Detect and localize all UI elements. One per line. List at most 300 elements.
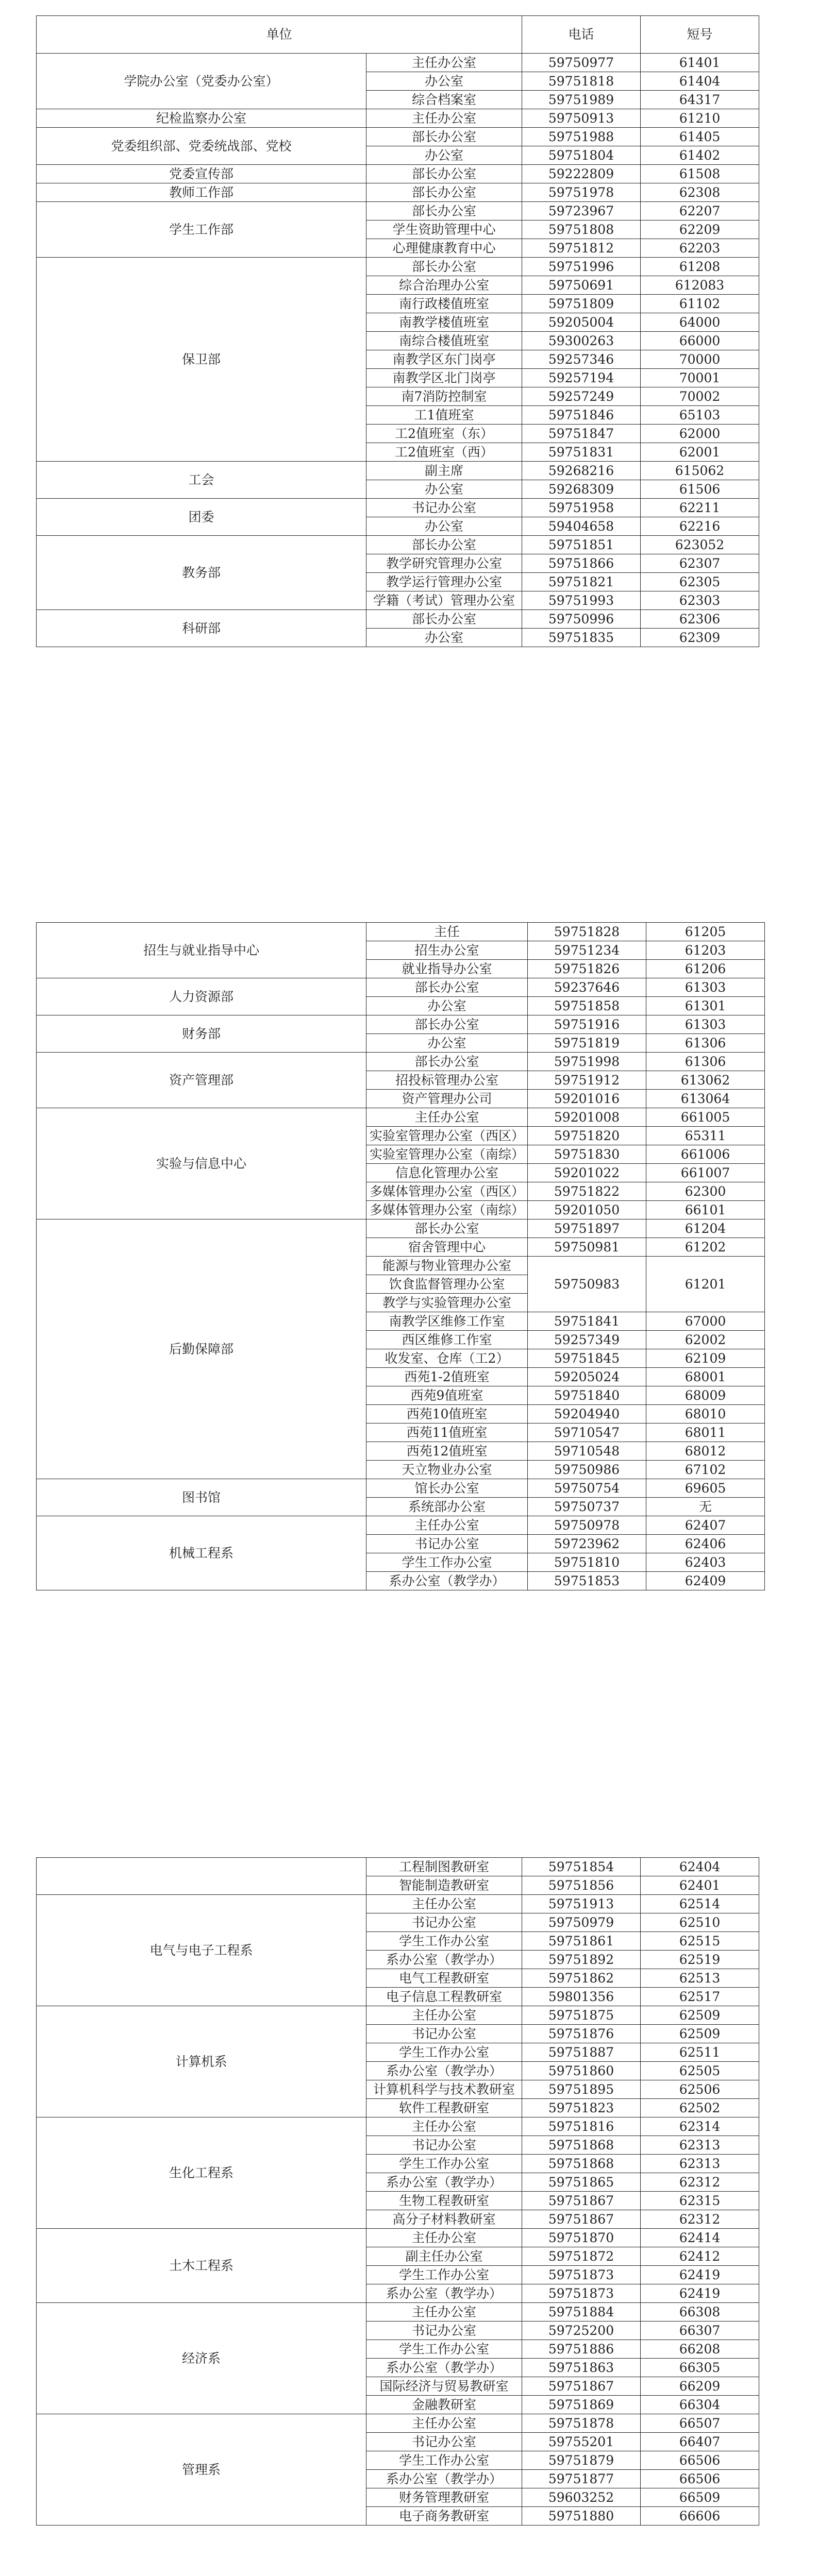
- phone-cell: 59750691: [522, 276, 641, 295]
- department-cell: 资产管理部: [37, 1053, 366, 1108]
- table-row: [37, 1516, 765, 1535]
- short-number-cell: 61301: [646, 997, 765, 1015]
- short-number-cell: 661007: [646, 1164, 765, 1182]
- office-cell: 部长办公室: [366, 978, 528, 997]
- office-cell: 教学研究管理办公室: [366, 554, 522, 573]
- short-number-cell: 65311: [646, 1127, 765, 1145]
- office-cell: 招投标管理办公室: [366, 1071, 528, 1090]
- office-cell: 电子信息工程教研室: [366, 1988, 522, 2006]
- office-cell: 信息化管理办公室: [366, 1164, 528, 1182]
- table-row: [37, 2006, 759, 2025]
- office-cell: 南教学区北门岗亭: [366, 369, 522, 387]
- phone-cell: 59751816: [522, 2117, 641, 2136]
- phone-cell: 59751840: [528, 1386, 646, 1405]
- office-cell: 财务管理教研室: [366, 2488, 522, 2507]
- phone-cell: 59751875: [522, 2006, 641, 2025]
- table-row: [37, 1053, 765, 1071]
- short-number-cell: 66506: [641, 2451, 759, 2470]
- short-number-cell: 68009: [646, 1386, 765, 1405]
- phone-cell: 59257346: [522, 350, 641, 369]
- office-cell: 主任办公室: [366, 54, 522, 72]
- phone-cell: 59723967: [522, 202, 641, 221]
- office-cell: 南教学楼值班室: [366, 313, 522, 332]
- phone-cell: 59750977: [522, 54, 641, 72]
- short-number-cell: 66000: [641, 332, 759, 350]
- phone-cell: 59751897: [528, 1219, 646, 1238]
- table-row: [37, 202, 759, 221]
- office-cell: 西苑11值班室: [366, 1423, 528, 1442]
- short-number-cell: 67000: [646, 1312, 765, 1331]
- short-number-cell: 61210: [641, 109, 759, 128]
- phone-cell: 59750979: [522, 1913, 641, 1932]
- phone-cell: 59751867: [522, 2210, 641, 2229]
- phone-cell: 59751808: [522, 221, 641, 239]
- short-number-cell: 61401: [641, 54, 759, 72]
- short-number-cell: 62514: [641, 1895, 759, 1913]
- office-cell: 主任办公室: [366, 2303, 522, 2321]
- short-number-cell: 61306: [646, 1053, 765, 1071]
- office-cell: 南教学区东门岗亭: [366, 350, 522, 369]
- table-row: [37, 499, 759, 517]
- office-cell: 主任办公室: [366, 2117, 522, 2136]
- department-cell: 教务部: [37, 536, 366, 610]
- short-number-cell: 62000: [641, 425, 759, 443]
- short-number-cell: 62509: [641, 2025, 759, 2043]
- office-cell: 就业指导办公室: [366, 960, 528, 978]
- office-cell: 主任办公室: [366, 109, 522, 128]
- office-cell: 主任办公室: [366, 1516, 528, 1535]
- office-cell: 系办公室（教学办）: [366, 1951, 522, 1969]
- office-cell: 学生资助管理中心: [366, 221, 522, 239]
- office-cell: 系统部办公室: [366, 1498, 528, 1516]
- office-cell: 部长办公室: [366, 1219, 528, 1238]
- department-cell: 团委: [37, 499, 366, 536]
- short-number-cell: 66407: [641, 2433, 759, 2451]
- short-number-cell: 62419: [641, 2266, 759, 2284]
- office-cell: 书记办公室: [366, 2136, 522, 2155]
- phone-cell: 59237646: [528, 978, 646, 997]
- office-cell: 部长办公室: [366, 165, 522, 183]
- department-cell: 党委组织部、党委统战部、党校: [37, 128, 366, 165]
- short-number-cell: 61303: [646, 978, 765, 997]
- short-number-cell: 62407: [646, 1516, 765, 1535]
- phone-cell: 59300263: [522, 332, 641, 350]
- office-cell: 书记办公室: [366, 2433, 522, 2451]
- phone-cell: 59751869: [522, 2396, 641, 2414]
- short-number-cell: 62002: [646, 1331, 765, 1349]
- short-number-cell: 62312: [641, 2173, 759, 2192]
- phone-cell: 59751823: [522, 2099, 641, 2117]
- phone-cell: 59751988: [522, 128, 641, 146]
- short-number-cell: 62502: [641, 2099, 759, 2117]
- short-number-cell: 68001: [646, 1368, 765, 1386]
- office-cell: 办公室: [366, 480, 522, 499]
- short-number-cell: 61404: [641, 72, 759, 91]
- phone-cell: 59751835: [522, 629, 641, 647]
- phone-cell: 59751851: [522, 536, 641, 554]
- office-cell: 招生办公室: [366, 941, 528, 960]
- office-cell: 主任办公室: [366, 1895, 522, 1913]
- phone-cell: 59751870: [522, 2229, 641, 2247]
- short-number-cell: 615062: [641, 462, 759, 480]
- office-cell: 实验室管理办公室（西区）: [366, 1127, 528, 1145]
- phone-cell: 59751810: [528, 1553, 646, 1572]
- office-cell: 学生工作办公室: [366, 2043, 522, 2062]
- short-number-cell: 661005: [646, 1108, 765, 1127]
- table-row: [37, 1015, 765, 1034]
- short-number-cell: 613064: [646, 1090, 765, 1108]
- short-number-cell: 66308: [641, 2303, 759, 2321]
- department-cell: 招生与就业指导中心: [37, 923, 366, 978]
- office-cell: 副主任办公室: [366, 2247, 522, 2266]
- phone-cell: 59751862: [522, 1969, 641, 1988]
- office-cell: 学生工作办公室: [366, 1932, 522, 1951]
- office-cell: 系办公室（教学办）: [366, 2173, 522, 2192]
- short-number-cell: 62505: [641, 2062, 759, 2080]
- office-cell: 西苑9值班室: [366, 1386, 528, 1405]
- office-cell: 部长办公室: [366, 183, 522, 202]
- office-cell: 南行政楼值班室: [366, 295, 522, 313]
- phone-cell: 59751996: [522, 258, 641, 276]
- phone-cell: 59751818: [522, 72, 641, 91]
- short-number-cell: 61204: [646, 1219, 765, 1238]
- table-row: [37, 1219, 765, 1238]
- short-number-cell: 62506: [641, 2080, 759, 2099]
- short-number-cell: 61208: [641, 258, 759, 276]
- office-cell: 办公室: [366, 72, 522, 91]
- short-number-cell: 68011: [646, 1423, 765, 1442]
- office-cell: 南教学区维修工作室: [366, 1312, 528, 1331]
- short-number-cell: 62315: [641, 2192, 759, 2210]
- department-cell: 学生工作部: [37, 202, 366, 258]
- short-number-cell: 62207: [641, 202, 759, 221]
- phone-cell: 59751865: [522, 2173, 641, 2192]
- department-cell: 电气与电子工程系: [37, 1895, 366, 2006]
- short-number-cell: 62216: [641, 517, 759, 536]
- short-number-cell: 66209: [641, 2377, 759, 2396]
- short-number-cell: 66307: [641, 2321, 759, 2340]
- department-cell: 党委宣传部: [37, 165, 366, 183]
- table-row: [37, 183, 759, 202]
- short-number-cell: 61402: [641, 146, 759, 165]
- directory-table: [36, 1857, 759, 2526]
- office-cell: 学生工作办公室: [366, 1553, 528, 1572]
- short-number-cell: 62306: [641, 610, 759, 629]
- phone-cell: 59751866: [522, 554, 641, 573]
- office-cell: 书记办公室: [366, 499, 522, 517]
- phone-cell: 59751916: [528, 1015, 646, 1034]
- table-row: [37, 54, 759, 72]
- office-cell: 综合治理办公室: [366, 276, 522, 295]
- phone-cell: 59751913: [522, 1895, 641, 1913]
- phone-cell: 59801356: [522, 1988, 641, 2006]
- office-cell: 部长办公室: [366, 128, 522, 146]
- phone-cell: 59751854: [522, 1858, 641, 1876]
- phone-cell: 59751826: [528, 960, 646, 978]
- directory-table: [36, 15, 759, 647]
- phone-cell: 59755201: [522, 2433, 641, 2451]
- office-cell: 系办公室（教学办）: [366, 1572, 528, 1590]
- short-number-cell: 66304: [641, 2396, 759, 2414]
- short-number-cell: 62109: [646, 1349, 765, 1368]
- office-cell: 资产管理办公司: [366, 1090, 528, 1108]
- department-cell: 机械工程系: [37, 1516, 366, 1590]
- phone-cell: 59201050: [528, 1201, 646, 1219]
- short-number-cell: 66101: [646, 1201, 765, 1219]
- phone-cell: 59751830: [528, 1145, 646, 1164]
- office-cell: 系办公室（教学办）: [366, 2359, 522, 2377]
- office-cell: 办公室: [366, 997, 528, 1015]
- phone-cell: 59751880: [522, 2507, 641, 2526]
- office-cell: 主任办公室: [366, 1108, 528, 1127]
- short-number-cell: 61205: [646, 923, 765, 941]
- short-number-cell: 61202: [646, 1238, 765, 1257]
- short-number-cell: 62307: [641, 554, 759, 573]
- phone-cell: 59751860: [522, 2062, 641, 2080]
- phone-cell: 59751234: [528, 941, 646, 960]
- phone-cell: 59751868: [522, 2155, 641, 2173]
- phone-cell: 59751989: [522, 91, 641, 109]
- office-cell: 智能制造教研室: [366, 1876, 522, 1895]
- phone-cell: 59751978: [522, 183, 641, 202]
- short-number-cell: 62509: [641, 2006, 759, 2025]
- office-cell: 教学运行管理办公室: [366, 573, 522, 591]
- phone-cell: 59201016: [528, 1090, 646, 1108]
- short-number-cell: 67102: [646, 1461, 765, 1479]
- phone-cell: 59751861: [522, 1932, 641, 1951]
- office-cell: 部长办公室: [366, 258, 522, 276]
- office-cell: 部长办公室: [366, 202, 522, 221]
- short-number-cell: 66506: [641, 2470, 759, 2488]
- phone-cell: 59751886: [522, 2340, 641, 2359]
- office-cell: 系办公室（教学办）: [366, 2470, 522, 2488]
- phone-cell: 59751877: [522, 2470, 641, 2488]
- header-short: 短号: [641, 16, 759, 54]
- office-cell: 工2值班室（东）: [366, 425, 522, 443]
- office-cell: 能源与物业管理办公室: [366, 1257, 528, 1275]
- phone-cell: 59751819: [528, 1034, 646, 1053]
- table-row: [37, 109, 759, 128]
- office-cell: 学生工作办公室: [366, 2451, 522, 2470]
- office-cell: 副主席: [366, 462, 522, 480]
- office-cell: 收发室、仓库（工2）: [366, 1349, 528, 1368]
- short-number-cell: 62313: [641, 2155, 759, 2173]
- table-row: [37, 2117, 759, 2136]
- header-unit: 单位: [37, 16, 522, 54]
- short-number-cell: 62406: [646, 1535, 765, 1553]
- table-row: [37, 165, 759, 183]
- phone-cell: 59751879: [522, 2451, 641, 2470]
- short-number-cell: 661006: [646, 1145, 765, 1164]
- phone-cell: 59751998: [528, 1053, 646, 1071]
- phone-cell: 59204940: [528, 1405, 646, 1423]
- short-number-cell: 61201: [646, 1257, 765, 1312]
- office-cell: 学生工作办公室: [366, 2340, 522, 2359]
- phone-cell: 59751809: [522, 295, 641, 313]
- short-number-cell: 62303: [641, 591, 759, 610]
- office-cell: 部长办公室: [366, 1053, 528, 1071]
- short-number-cell: 69605: [646, 1479, 765, 1498]
- short-number-cell: 66509: [641, 2488, 759, 2507]
- short-number-cell: 62414: [641, 2229, 759, 2247]
- short-number-cell: 62211: [641, 499, 759, 517]
- table-row: [37, 2414, 759, 2433]
- department-cell: 实验与信息中心: [37, 1108, 366, 1219]
- short-number-cell: 61306: [646, 1034, 765, 1053]
- short-number-cell: 64000: [641, 313, 759, 332]
- phone-cell: 59751841: [528, 1312, 646, 1331]
- short-number-cell: 70000: [641, 350, 759, 369]
- phone-cell: 59751993: [522, 591, 641, 610]
- short-number-cell: 62001: [641, 443, 759, 462]
- office-cell: 办公室: [366, 146, 522, 165]
- office-cell: 主任办公室: [366, 2229, 522, 2247]
- phone-cell: 59751847: [522, 425, 641, 443]
- department-cell: 教师工作部: [37, 183, 366, 202]
- short-number-cell: 68012: [646, 1442, 765, 1461]
- phone-cell: 59404658: [522, 517, 641, 536]
- short-number-cell: 61203: [646, 941, 765, 960]
- department-cell: 土木工程系: [37, 2229, 366, 2303]
- phone-cell: 59205004: [522, 313, 641, 332]
- short-number-cell: 68010: [646, 1405, 765, 1423]
- short-number-cell: 62404: [641, 1858, 759, 1876]
- department-cell: 图书馆: [37, 1479, 366, 1516]
- short-number-cell: 61506: [641, 480, 759, 499]
- table-row: [37, 1108, 765, 1127]
- phone-cell: 59750754: [528, 1479, 646, 1498]
- office-cell: 教学与实验管理办公室: [366, 1294, 528, 1312]
- office-cell: 西区维修工作室: [366, 1331, 528, 1349]
- office-cell: 综合档案室: [366, 91, 522, 109]
- phone-cell: 59751846: [522, 406, 641, 425]
- phone-cell: 59751867: [522, 2377, 641, 2396]
- short-number-cell: 65103: [641, 406, 759, 425]
- phone-cell: 59205024: [528, 1368, 646, 1386]
- phone-cell: 59751873: [522, 2284, 641, 2303]
- table-row: [37, 462, 759, 480]
- short-number-cell: 70001: [641, 369, 759, 387]
- table-row: [37, 1858, 759, 1876]
- department-cell: 经济系: [37, 2303, 366, 2414]
- short-number-cell: 62519: [641, 1951, 759, 1969]
- office-cell: 实验室管理办公室（南综）: [366, 1145, 528, 1164]
- short-number-cell: 62203: [641, 239, 759, 258]
- office-cell: 学籍（考试）管理办公室: [366, 591, 522, 610]
- short-number-cell: 62308: [641, 183, 759, 202]
- phone-cell: 59750983: [528, 1257, 646, 1312]
- phone-cell: 59751853: [528, 1572, 646, 1590]
- short-number-cell: 62305: [641, 573, 759, 591]
- office-cell: 主任办公室: [366, 2006, 522, 2025]
- office-cell: 学生工作办公室: [366, 2266, 522, 2284]
- phone-cell: 59751868: [522, 2136, 641, 2155]
- phone-cell: 59201008: [528, 1108, 646, 1127]
- office-cell: 工程制图教研室: [366, 1858, 522, 1876]
- department-cell: 财务部: [37, 1015, 366, 1053]
- short-number-cell: 62517: [641, 1988, 759, 2006]
- office-cell: 工2值班室（西）: [366, 443, 522, 462]
- office-cell: 书记办公室: [366, 2321, 522, 2340]
- office-cell: 金融教研室: [366, 2396, 522, 2414]
- short-number-cell: 62513: [641, 1969, 759, 1988]
- phone-cell: 59751958: [522, 499, 641, 517]
- short-number-cell: 62314: [641, 2117, 759, 2136]
- phone-cell: 59751858: [528, 997, 646, 1015]
- office-cell: 主任办公室: [366, 2414, 522, 2433]
- short-number-cell: 66208: [641, 2340, 759, 2359]
- office-cell: 西苑10值班室: [366, 1405, 528, 1423]
- department-cell: 工会: [37, 462, 366, 499]
- phone-cell: 59751876: [522, 2025, 641, 2043]
- department-cell: 纪检监察办公室: [37, 109, 366, 128]
- office-cell: 电气工程教研室: [366, 1969, 522, 1988]
- office-cell: 天立物业办公室: [366, 1461, 528, 1479]
- short-number-cell: 62403: [646, 1553, 765, 1572]
- office-cell: 部长办公室: [366, 1015, 528, 1034]
- office-cell: 系办公室（教学办）: [366, 2062, 522, 2080]
- phone-cell: 59751828: [528, 923, 646, 941]
- office-cell: 办公室: [366, 517, 522, 536]
- office-cell: 主任: [366, 923, 528, 941]
- department-cell: 学院办公室（党委办公室）: [37, 54, 366, 109]
- phone-cell: 59751878: [522, 2414, 641, 2433]
- phone-cell: 59751820: [528, 1127, 646, 1145]
- phone-cell: 59751804: [522, 146, 641, 165]
- phone-cell: 59751872: [522, 2247, 641, 2266]
- short-number-cell: 62312: [641, 2210, 759, 2229]
- short-number-cell: 62409: [646, 1572, 765, 1590]
- table-row: [37, 536, 759, 554]
- office-cell: 西苑12值班室: [366, 1442, 528, 1461]
- phone-cell: 59201022: [528, 1164, 646, 1182]
- phone-cell: 59603252: [522, 2488, 641, 2507]
- short-number-cell: 66606: [641, 2507, 759, 2526]
- phone-cell: 59222809: [522, 165, 641, 183]
- phone-cell: 59750913: [522, 109, 641, 128]
- office-cell: 电子商务教研室: [366, 2507, 522, 2526]
- office-cell: 办公室: [366, 1034, 528, 1053]
- office-cell: 软件工程教研室: [366, 2099, 522, 2117]
- office-cell: 国际经济与贸易教研室: [366, 2377, 522, 2396]
- office-cell: 书记办公室: [366, 1913, 522, 1932]
- phone-cell: 59725200: [522, 2321, 641, 2340]
- office-cell: 馆长办公室: [366, 1479, 528, 1498]
- short-number-cell: 612083: [641, 276, 759, 295]
- department-cell: 人力资源部: [37, 978, 366, 1015]
- short-number-cell: 62510: [641, 1913, 759, 1932]
- phone-cell: 59751884: [522, 2303, 641, 2321]
- short-number-cell: 62419: [641, 2284, 759, 2303]
- phone-cell: 59751912: [528, 1071, 646, 1090]
- short-number-cell: 62511: [641, 2043, 759, 2062]
- office-cell: 南7消防控制室: [366, 387, 522, 406]
- short-number-cell: 61206: [646, 960, 765, 978]
- phone-cell: 59751867: [522, 2192, 641, 2210]
- short-number-cell: 61303: [646, 1015, 765, 1034]
- table-row: [37, 923, 765, 941]
- phone-cell: 59710547: [528, 1423, 646, 1442]
- phone-cell: 59750996: [522, 610, 641, 629]
- phone-cell: 59751821: [522, 573, 641, 591]
- phone-cell: 59751845: [528, 1349, 646, 1368]
- office-cell: 学生工作办公室: [366, 2155, 522, 2173]
- table-row: [37, 258, 759, 276]
- office-cell: 心理健康教育中心: [366, 239, 522, 258]
- table-row: [37, 1479, 765, 1498]
- office-cell: 工1值班室: [366, 406, 522, 425]
- phone-cell: 59751887: [522, 2043, 641, 2062]
